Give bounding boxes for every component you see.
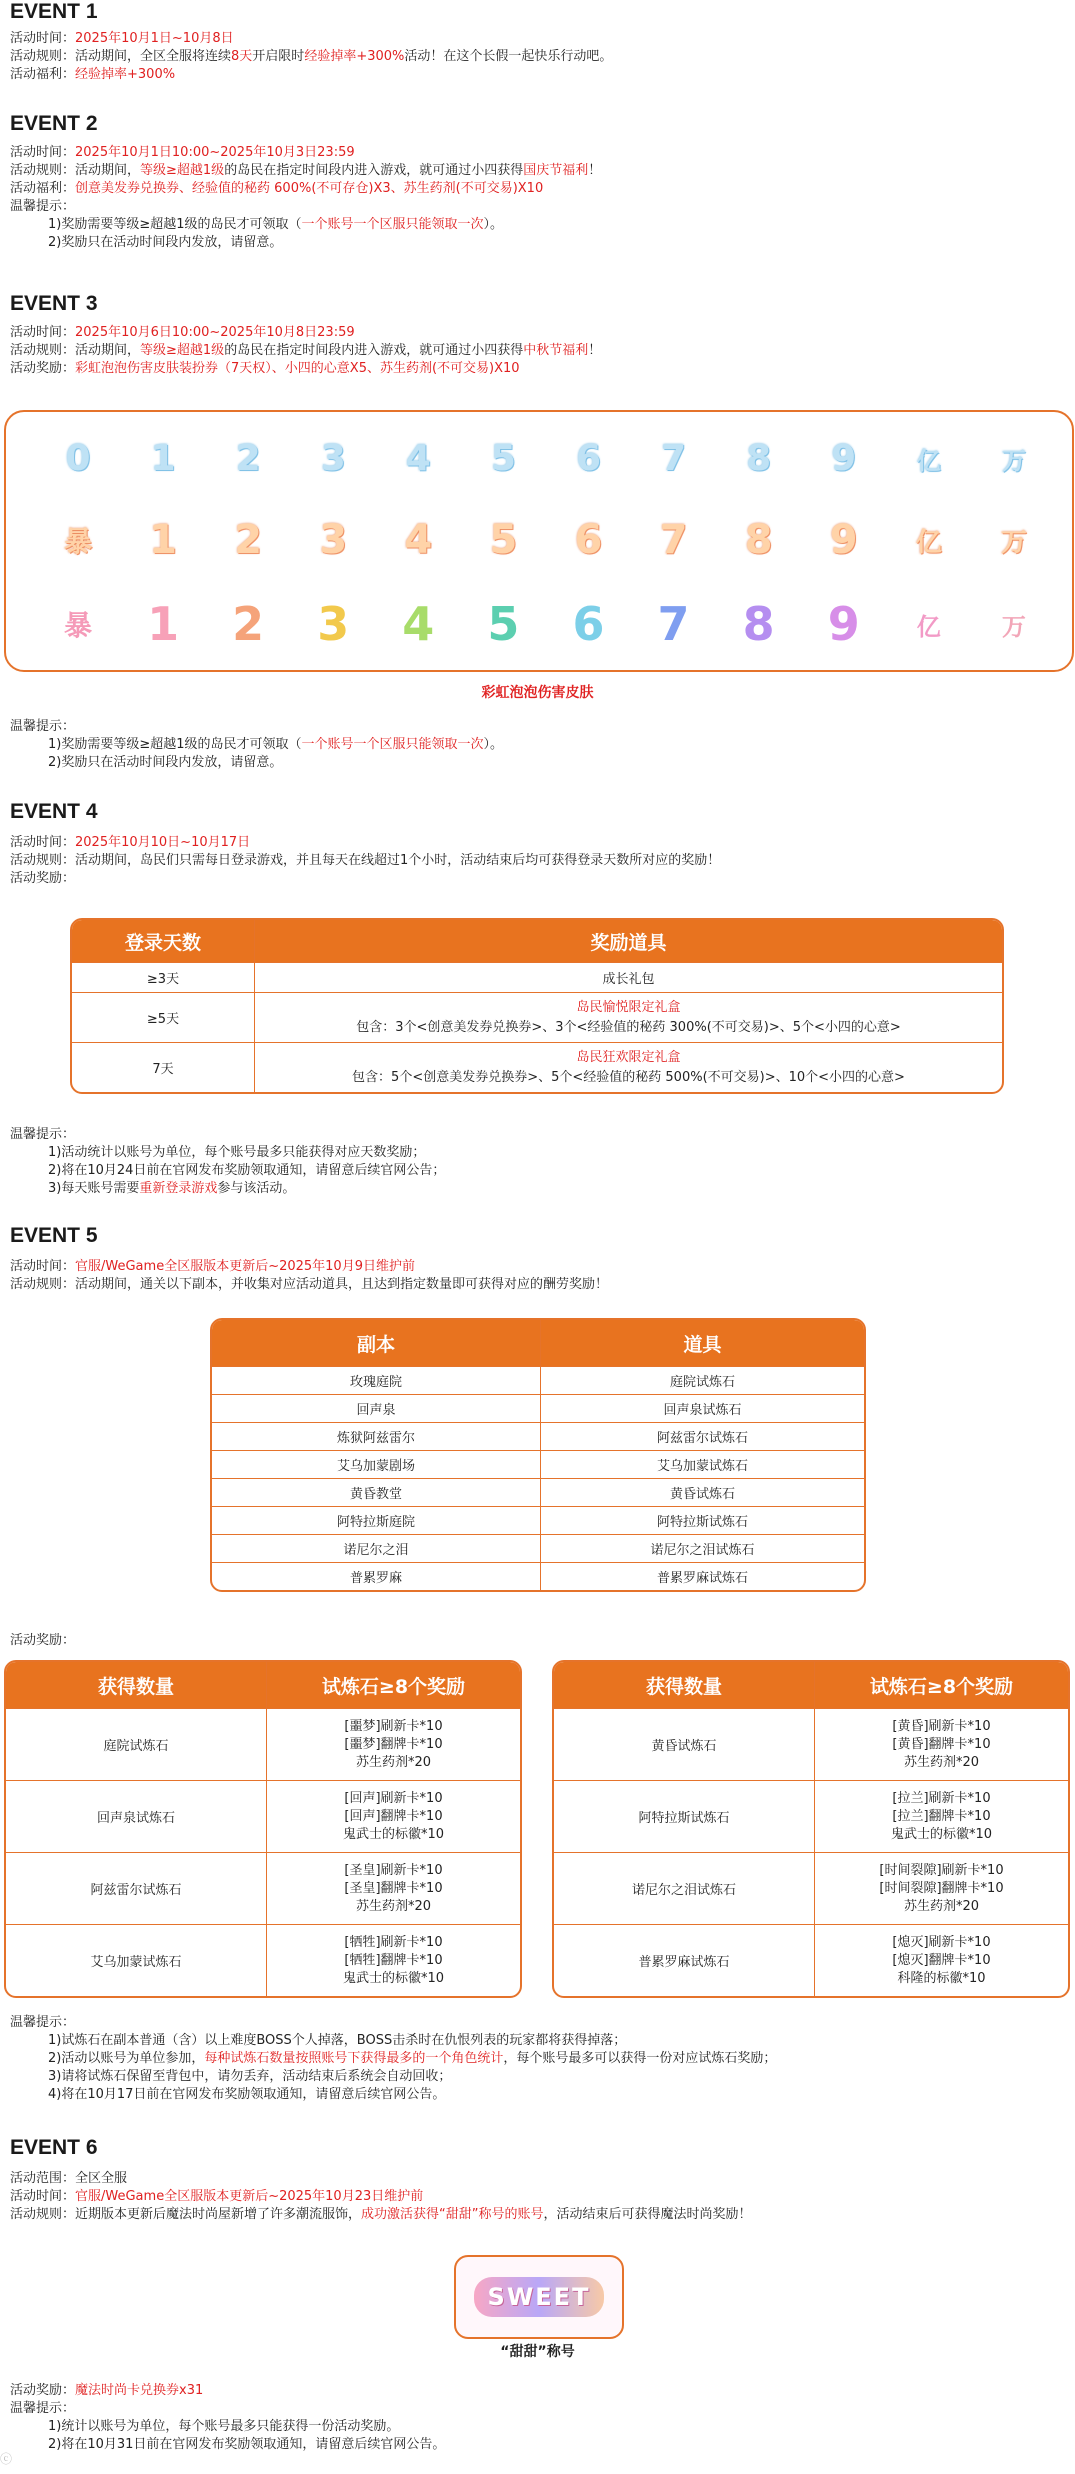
skin-digit: 8 xyxy=(746,437,772,479)
reward-item: [拉兰]翻牌卡*10 xyxy=(892,1808,991,1824)
skin-row-2 xyxy=(46,508,1046,572)
skin-digit: 亿 xyxy=(916,612,941,641)
skin-digit: 1 xyxy=(149,517,177,563)
reward-item: [回声]刷新卡*10 xyxy=(344,1790,443,1806)
e1-time: 活动时间：2025年10月1日~10月8日 xyxy=(10,31,234,46)
reward-item: [牺牲]翻牌卡*10 xyxy=(344,1952,443,1968)
e6-scope: 活动范围：全区全服 xyxy=(10,2171,128,2186)
e3-tip: 温馨提示： xyxy=(10,719,76,734)
event5-title: EVENT 5 xyxy=(10,1224,98,1247)
dungeon-name: 诺尼尔之泪 xyxy=(212,1534,540,1562)
dungeon-name: 艾乌加蒙剧场 xyxy=(212,1450,540,1478)
e3-tip2: 2)奖励只在活动时间段内发放，请留意。 xyxy=(48,755,283,770)
dungeon-name: 普累罗麻 xyxy=(212,1562,540,1590)
table-row xyxy=(554,1852,1068,1924)
e3-rule: 活动规则：活动期间，等级≥超越1级的岛民在指定时间段内进入游戏，就可通过小四获得中秋节福利！ xyxy=(10,343,602,358)
table-row xyxy=(212,1450,864,1478)
table-row xyxy=(6,1708,520,1780)
reward-item: 科隆的标徽*10 xyxy=(897,1970,986,1986)
skin-digit: 7 xyxy=(659,517,688,563)
skin-digit: 万 xyxy=(1000,527,1027,558)
dungeon-name: 阿特拉斯庭院 xyxy=(212,1506,540,1534)
skin-digit: 8 xyxy=(744,517,773,563)
event2-title: EVENT 2 xyxy=(10,112,98,135)
stone-name: 普累罗麻试炼石 xyxy=(554,1924,814,1996)
col-header: 道具 xyxy=(540,1320,864,1366)
event1-title: EVENT 1 xyxy=(10,0,98,23)
watermark: ⓒ xyxy=(0,2452,13,2466)
reward-item: [圣皇]刷新卡*10 xyxy=(344,1862,443,1878)
table-row xyxy=(6,1924,520,1996)
reward-detail: 包含：3个<创意美发券兑换券>、3个<经验值的秘药 300%(不可交易)>、5个<小四的心意> xyxy=(356,1019,901,1035)
e5-tip3: 3)请将试炼石保留至背包中，请勿丢弃，活动结束后系统会自动回收； xyxy=(48,2069,452,2084)
reward-item: [时间裂隙]翻牌卡*10 xyxy=(879,1880,1004,1896)
reward-item: [噩梦]刷新卡*10 xyxy=(344,1718,443,1734)
reward-item: 苏生药剂*20 xyxy=(355,1754,432,1770)
stone-name: 回声泉试炼石 xyxy=(6,1780,266,1852)
skin-digit: 2 xyxy=(235,437,261,479)
sweet-caption: “甜甜”称号 xyxy=(500,2344,575,2360)
table-row xyxy=(212,1394,864,1422)
skin-digit: 3 xyxy=(319,517,348,563)
reward-item: [熄灭]刷新卡*10 xyxy=(892,1934,991,1950)
skin-digit: 4 xyxy=(405,437,431,479)
e3-tip1: 1)奖励需要等级≥超越1级的岛民才可领取（一个账号一个区服只能领取一次）。 xyxy=(48,737,504,752)
e2-time: 活动时间：2025年10月1日10:00~2025年10月3日23:59 xyxy=(10,145,355,160)
e5-time: 活动时间：官服/WeGame全区服版本更新后~2025年10月9日维护前 xyxy=(10,1259,415,1274)
table-row xyxy=(72,992,1002,1042)
skin-digit: 7 xyxy=(661,437,687,479)
reward-detail: 包含：5个<创意美发券兑换券>、5个<经验值的秘药 500%(不可交易)>、10个<小四的心意> xyxy=(352,1069,905,1085)
skin-digit: 3 xyxy=(320,437,346,479)
sweet-badge-text: SWEET xyxy=(474,2277,605,2317)
reward-item: [圣皇]翻牌卡*10 xyxy=(344,1880,443,1896)
reward-item: 鬼武士的标徽*10 xyxy=(342,1826,445,1842)
reward-name: 岛民愉悦限定礼盒 xyxy=(576,999,681,1015)
reward-item: 鬼武士的标徽*10 xyxy=(890,1826,993,1842)
e4-tip: 温馨提示： xyxy=(10,1127,76,1142)
e2-rule: 活动规则：活动期间，等级≥超越1级的岛民在指定时间段内进入游戏，就可通过小四获得国庆节福利！ xyxy=(10,163,602,178)
e1-benefit: 活动福利：经验掉率+300% xyxy=(10,67,176,82)
dungeon-name: 黄昏教堂 xyxy=(212,1478,540,1506)
skin-caption: 彩虹泡泡伤害皮肤 xyxy=(481,685,594,701)
reward-item: [牺牲]刷新卡*10 xyxy=(344,1934,443,1950)
dungeon-item: 阿特拉斯试炼石 xyxy=(540,1506,864,1534)
reward-item: 苏生药剂*20 xyxy=(355,1898,432,1914)
stone-reward-table-right xyxy=(552,1660,1070,1998)
e6-tip: 温馨提示： xyxy=(10,2401,76,2416)
stone-reward-table-left xyxy=(4,1660,522,1998)
event6-title: EVENT 6 xyxy=(10,2136,98,2159)
col-header: 获得数量 xyxy=(554,1662,814,1708)
table-row xyxy=(554,1924,1068,1996)
dungeon-item: 普累罗麻试炼石 xyxy=(540,1562,864,1590)
e4-reward: 活动奖励： xyxy=(10,871,76,886)
table-row xyxy=(72,1042,1002,1092)
table-row xyxy=(212,1366,864,1394)
reward-item: 苏生药剂*20 xyxy=(903,1754,980,1770)
login-reward-table xyxy=(70,918,1004,1094)
dungeon-table xyxy=(210,1318,866,1592)
stone-name: 诺尼尔之泪试炼石 xyxy=(554,1852,814,1924)
dungeon-name: 炼狱阿兹雷尔 xyxy=(212,1422,540,1450)
e5-reward-label: 活动奖励： xyxy=(10,1633,76,1648)
skin-digit: 5 xyxy=(490,437,516,479)
e4-tip1: 1)活动统计以账号为单位，每个账号最多只能获得对应天数奖励； xyxy=(48,1145,426,1160)
dungeon-item: 诺尼尔之泪试炼石 xyxy=(540,1534,864,1562)
dungeon-item: 阿兹雷尔试炼石 xyxy=(540,1422,864,1450)
reward-item: [回声]翻牌卡*10 xyxy=(344,1808,443,1824)
skin-digit: 5 xyxy=(489,517,518,563)
stone-name: 阿兹雷尔试炼石 xyxy=(6,1852,266,1924)
stone-name: 艾乌加蒙试炼石 xyxy=(6,1924,266,1996)
e2-benefit: 活动福利：创意美发券兑换券、经验值的秘药 600%(不可存仓)X3、苏生药剂(不可交易)X10 xyxy=(10,181,544,196)
e4-tip2: 2)将在10月24日前在官网发布奖励领取通知，请留意后续官网公告； xyxy=(48,1163,446,1178)
e6-time: 活动时间：官服/WeGame全区服版本更新后~2025年10月23日维护前 xyxy=(10,2189,424,2204)
skin-digit: 9 xyxy=(829,517,858,563)
skin-digit: 1 xyxy=(150,437,176,479)
table-row xyxy=(212,1478,864,1506)
skin-digit: 6 xyxy=(575,437,601,479)
login-days: ≥5天 xyxy=(72,992,254,1042)
skin-digit: 2 xyxy=(232,597,265,651)
e5-rule: 活动规则：活动期间，通关以下副本，并收集对应活动道具，且达到指定数量即可获得对应的酬劳奖励！ xyxy=(10,1277,609,1292)
reward-item: 鬼武士的标徽*10 xyxy=(342,1970,445,1986)
e3-time: 活动时间：2025年10月6日10:00~2025年10月8日23:59 xyxy=(10,325,355,340)
e5-tip: 温馨提示： xyxy=(10,2015,76,2030)
table-row xyxy=(212,1506,864,1534)
reward-item: [黄昏]刷新卡*10 xyxy=(892,1718,991,1734)
dungeon-item: 艾乌加蒙试炼石 xyxy=(540,1450,864,1478)
skin-digit: 暴 xyxy=(63,609,92,642)
table-row xyxy=(212,1534,864,1562)
login-days: 7天 xyxy=(72,1042,254,1092)
event4-title: EVENT 4 xyxy=(10,800,98,823)
reward-item: [噩梦]翻牌卡*10 xyxy=(344,1736,443,1752)
e2-tip2: 2)奖励只在活动时间段内发放，请留意。 xyxy=(48,235,283,250)
reward-name: 岛民狂欢限定礼盒 xyxy=(576,1049,681,1065)
table-row xyxy=(554,1780,1068,1852)
col-header: 奖励道具 xyxy=(254,920,1002,962)
skin-digit: 3 xyxy=(317,597,350,651)
table-row xyxy=(72,962,1002,992)
dungeon-name: 玫瑰庭院 xyxy=(212,1366,540,1394)
table-row xyxy=(554,1708,1068,1780)
e5-tip1: 1)试炼石在副本普通（含）以上难度BOSS个人掉落，BOSS击杀时在仇恨列表的玩家都将获得掉落； xyxy=(48,2033,627,2048)
skin-digit: 6 xyxy=(574,517,603,563)
e2-tip1: 1)奖励需要等级≥超越1级的岛民才可领取（一个账号一个区服只能领取一次）。 xyxy=(48,217,504,232)
skin-digit: 亿 xyxy=(916,446,941,475)
skin-row-3 xyxy=(46,592,1046,656)
dungeon-item: 回声泉试炼石 xyxy=(540,1394,864,1422)
skin-digit: 8 xyxy=(742,597,775,651)
sweet-title-badge xyxy=(454,2255,624,2339)
stone-name: 阿特拉斯试炼石 xyxy=(554,1780,814,1852)
table-row xyxy=(6,1780,520,1852)
e5-tip2: 2)活动以账号为单位参加，每种试炼石数量按照账号下获得最多的一个角色统计，每个账号最多可以获得一份对应试炼石奖励； xyxy=(48,2051,777,2066)
e1-rule: 活动规则：活动期间，全区全服将连续8天开启限时经验掉率+300%活动！在这个长假一起快乐行动吧。 xyxy=(10,49,613,64)
skin-digit: 暴 xyxy=(63,525,92,558)
skin-digit: 万 xyxy=(1001,612,1026,641)
e5-tip4: 4)将在10月17日前在官网发布奖励领取通知，请留意后续官网公告。 xyxy=(48,2087,446,2102)
dungeon-item: 黄昏试炼石 xyxy=(540,1478,864,1506)
skin-digit: 4 xyxy=(402,597,435,651)
col-header: 试炼石≥8个奖励 xyxy=(266,1662,520,1708)
e4-tip3: 3)每天账号需要重新登录游戏参与该活动。 xyxy=(48,1181,296,1196)
event3-title: EVENT 3 xyxy=(10,292,98,315)
e4-rule: 活动规则：活动期间，岛民们只需每日登录游戏，并且每天在线超过1个小时，活动结束后均可获得登录天数所对应的奖励！ xyxy=(10,853,721,868)
table-row xyxy=(212,1562,864,1590)
skin-digit: 1 xyxy=(147,597,180,651)
col-header: 副本 xyxy=(212,1320,540,1366)
e6-tip1: 1)统计以账号为单位，每个账号最多只能获得一份活动奖励。 xyxy=(48,2419,400,2434)
e4-time: 活动时间：2025年10月10日~10月17日 xyxy=(10,835,251,850)
table-row xyxy=(6,1852,520,1924)
skin-digit: 0 xyxy=(65,437,91,479)
reward-name: 成长礼包 xyxy=(254,962,1002,992)
table-row xyxy=(212,1422,864,1450)
e3-reward: 活动奖励：彩虹泡泡伤害皮肤装扮券（7天权）、小四的心意X5、苏生药剂(不可交易)X10 xyxy=(10,361,520,376)
dungeon-item: 庭院试炼石 xyxy=(540,1366,864,1394)
reward-item: [时间裂隙]刷新卡*10 xyxy=(879,1862,1004,1878)
reward-item: [熄灭]翻牌卡*10 xyxy=(892,1952,991,1968)
e2-tip: 温馨提示： xyxy=(10,199,76,214)
skin-row-1 xyxy=(46,426,1046,490)
skin-digit: 万 xyxy=(1001,446,1026,475)
col-header: 获得数量 xyxy=(6,1662,266,1708)
skin-digit: 2 xyxy=(234,517,263,563)
dungeon-name: 回声泉 xyxy=(212,1394,540,1422)
skin-digit: 6 xyxy=(572,597,605,651)
skin-digit: 亿 xyxy=(915,527,942,558)
reward-item: [拉兰]刷新卡*10 xyxy=(892,1790,991,1806)
skin-digit: 4 xyxy=(404,517,433,563)
col-header: 试炼石≥8个奖励 xyxy=(814,1662,1068,1708)
e6-reward: 活动奖励：魔法时尚卡兑换券x31 xyxy=(10,2383,204,2398)
stone-name: 黄昏试炼石 xyxy=(554,1708,814,1780)
login-days: ≥3天 xyxy=(72,962,254,992)
skin-digit: 7 xyxy=(657,597,690,651)
e6-tip2: 2)将在10月31日前在官网发布奖励领取通知，请留意后续官网公告。 xyxy=(48,2437,446,2452)
e6-rule: 活动规则：近期版本更新后魔法时尚屋新增了许多潮流服饰，成功激活获得“甜甜”称号的账号，活动结束后可获得魔法时尚奖励！ xyxy=(10,2207,752,2222)
stone-name: 庭院试炼石 xyxy=(6,1708,266,1780)
reward-item: [黄昏]翻牌卡*10 xyxy=(892,1736,991,1752)
skin-digit: 5 xyxy=(487,597,520,651)
col-header: 登录天数 xyxy=(72,920,254,962)
skin-digit: 9 xyxy=(831,437,857,479)
damage-skin-preview xyxy=(4,410,1074,672)
skin-digit: 9 xyxy=(827,597,860,651)
reward-item: 苏生药剂*20 xyxy=(903,1898,980,1914)
